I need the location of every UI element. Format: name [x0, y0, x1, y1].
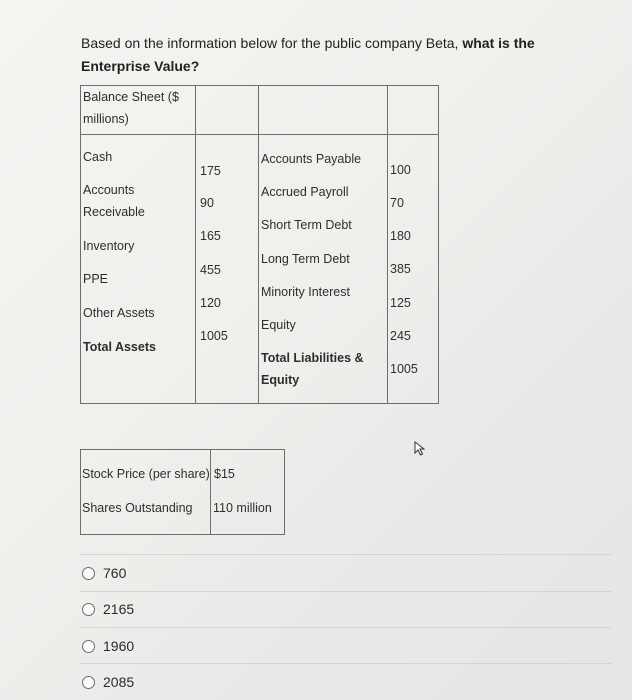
liability-value: 100 — [390, 163, 411, 177]
question-line2-bold: Enterprise Value? — [81, 58, 200, 74]
asset-label: Inventory — [83, 239, 135, 253]
option-label: 2165 — [103, 601, 135, 617]
radio-button[interactable] — [82, 567, 95, 580]
asset-label — [83, 179, 145, 223]
mouse-cursor-icon — [414, 441, 428, 457]
column-divider — [258, 85, 259, 404]
liability-label: Equity — [261, 318, 296, 332]
liability-label: Accrued Payroll — [261, 185, 349, 199]
stock-table — [80, 449, 285, 535]
liability-label: Accounts Payable — [261, 152, 362, 166]
header-line: millions) — [83, 112, 129, 126]
asset-value: 455 — [200, 263, 221, 277]
option-separator — [80, 627, 612, 628]
column-divider — [210, 450, 211, 534]
liability-value: 70 — [390, 196, 404, 210]
header-line: Balance Sheet ($ — [83, 90, 179, 104]
total-liabilities-label — [261, 347, 364, 391]
liability-value: 385 — [390, 262, 411, 276]
radio-button[interactable] — [82, 640, 95, 653]
total-liabilities-value: 1005 — [390, 362, 418, 376]
label-line: Receivable — [83, 205, 145, 219]
column-divider — [195, 85, 196, 404]
question-text — [81, 32, 581, 78]
asset-value: 165 — [200, 229, 221, 243]
asset-label: PPE — [83, 272, 109, 286]
answer-option[interactable] — [82, 563, 126, 583]
column-divider — [387, 85, 388, 404]
radio-button[interactable] — [82, 603, 95, 616]
answer-option[interactable] — [82, 599, 134, 619]
total-assets-label: Total Assets — [83, 340, 156, 354]
asset-value: 120 — [200, 296, 221, 310]
liability-value: 245 — [390, 329, 411, 343]
asset-value: 175 — [200, 164, 221, 178]
asset-label: Other Assets — [83, 306, 155, 320]
option-separator — [80, 663, 612, 664]
liability-label: Short Term Debt — [261, 218, 352, 232]
option-separator — [80, 554, 612, 555]
liability-label: Long Term Debt — [261, 252, 350, 266]
stock-price-label: Stock Price (per share) — [82, 467, 210, 481]
liability-label: Minority Interest — [261, 285, 350, 299]
shares-outstanding-label: Shares Outstanding — [82, 501, 193, 515]
answer-option[interactable] — [82, 636, 134, 656]
balance-sheet-table — [80, 85, 439, 404]
total-assets-value: 1005 — [200, 329, 228, 343]
label-line: Total Liabilities & — [261, 351, 364, 365]
liability-value: 180 — [390, 229, 411, 243]
option-label: 2085 — [103, 674, 135, 690]
option-label: 760 — [103, 565, 127, 581]
radio-button[interactable] — [82, 676, 95, 689]
stock-price-value: $15 — [214, 467, 235, 481]
question-line1-bold: what is the — [462, 35, 535, 51]
label-line: Accounts — [83, 183, 135, 197]
asset-value: 90 — [200, 196, 214, 210]
shares-outstanding-value: 110 million — [213, 501, 272, 515]
asset-label: Cash — [83, 150, 113, 164]
question-line1: Based on the information below for the public company Beta, — [81, 35, 463, 51]
option-label: 1960 — [103, 638, 135, 654]
header-divider — [80, 134, 439, 135]
option-separator — [80, 591, 612, 592]
answer-option[interactable] — [82, 672, 134, 692]
table-header — [83, 86, 179, 130]
label-line: Equity — [261, 373, 300, 387]
liability-value: 125 — [390, 296, 411, 310]
